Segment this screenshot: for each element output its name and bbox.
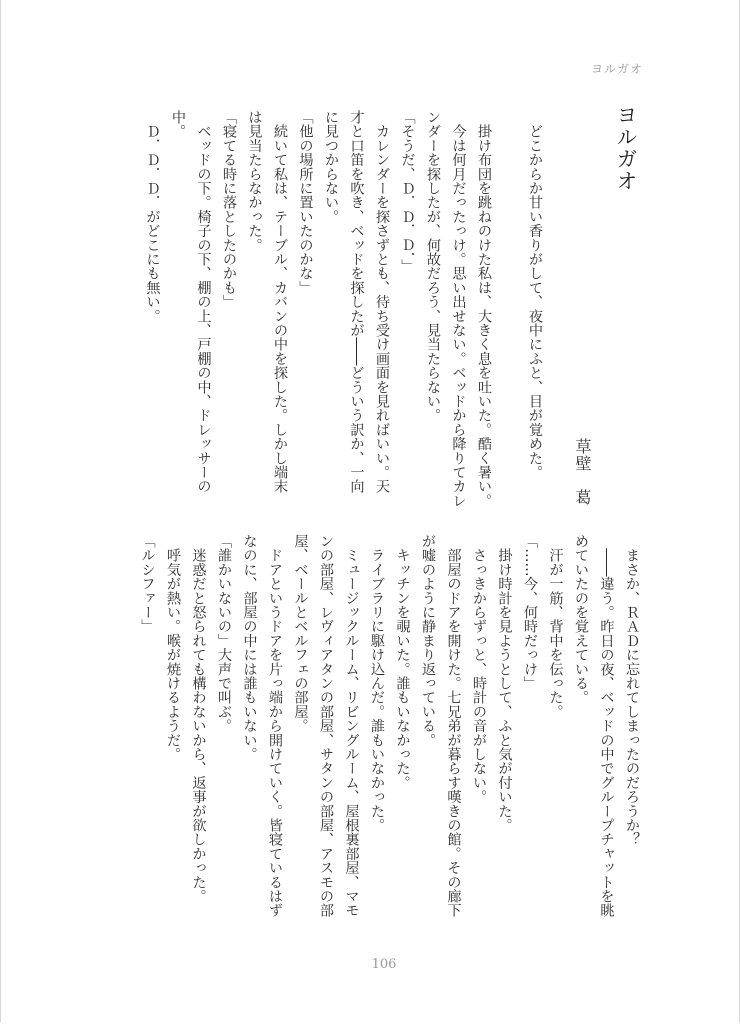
text-line: なのに、部屋の中には誰もいない。 [241,534,258,762]
story-title: ヨルガオ [614,104,638,192]
text-line: 迷惑だと怒られても構わないから、返事が欲しかった。 [190,534,207,904]
blank-line [496,110,522,510]
text-line: めていたのを覚えている。 [573,534,589,705]
text-line: さっきからずっと、時計の音がしない。 [471,534,487,804]
text-line: 「そうだ、Ｄ．Ｄ．Ｄ．」 [399,110,416,274]
text-line: 才と口笛を吹き、ベッドを探したが――どういう訳か、一向 [348,110,365,494]
text-line: 掛け布団を跳ねのけた私は、大きく息を吐いた。酷く暑い。 [476,110,492,508]
text-line: ――違う。昨日の夜、ベッドの中でグループチャットを眺 [598,534,615,918]
text-line: 「ルシファー」 [139,534,156,634]
text-line: 今は何月だったっけ。思い出せない。ベッドから降りてカレ [450,110,467,508]
text-line: ライブラリに駆け込んだ。誰もいなかった。 [369,534,385,833]
text-line: ベッドの下。椅子の下、棚の上、戸棚の中、ドレッサーの [195,110,212,494]
text-line: 「他の場所に置いたのかな」 [297,110,314,295]
text-line: まさか、ＲＡＤに忘れてしまったのだろうか？ [624,534,640,847]
text-line: 「誰かいないの」大声で叫ぶ。 [216,534,232,733]
body-text-upper [139,110,547,510]
text-line: 呼気が熱い。喉が焼けるようだ。 [165,534,181,762]
text-line: ドアというドアを片っ端から開けていく。皆寝ているはず [267,534,283,918]
text-line: が嘘のように静まり返っている。 [420,534,436,747]
text-line: 続いて私は、テーブル、カバンの中を探した。しかし端末 [272,110,288,494]
text-line: カレンダーを探さずとも、待ち受け画面を見ればいい。天 [374,110,390,494]
text-line: は見当たらなかった。 [246,110,263,252]
text-line: ミュージックルーム、リビングルーム、屋根裏部屋、マモ [343,534,360,918]
text-line: 「……今、何時だっけ」 [522,534,538,691]
text-line: ンダーを探したが、何故だろう、見当たらない。 [425,110,441,423]
text-line: Ｄ．Ｄ．Ｄ．がどこにも無い。 [144,110,161,323]
text-line: 屋、ベールとベルフェの部屋。 [292,534,309,733]
text-line: 部屋のドアを開けた。七兄弟が暮らす嘆きの館。その廊下 [445,534,462,918]
text-line: 汗が一筋、背中を伝った。 [547,534,564,719]
text-line: 掛け時計を見ようとして、ふと気が付いた。 [496,534,513,833]
body-text-lower [134,534,644,934]
text-line: キッチンを覗いた。誰もいなかった。 [394,534,411,790]
text-line: どこからか甘い香りがして、夜中にふと、目が覚めた。 [527,110,543,480]
text-line: 中。 [170,110,186,139]
text-line: 「寝てる時に落としたのかも」 [221,110,237,309]
text-line: ンの部屋、レヴィアタンの部屋、サタンの部屋、アスモの部 [318,534,334,918]
page-number: 106 [371,957,397,972]
author-name: 草壁 葛 [573,438,592,506]
running-header: ヨルガオ [591,62,644,76]
text-line: に見つからない。 [323,110,339,224]
